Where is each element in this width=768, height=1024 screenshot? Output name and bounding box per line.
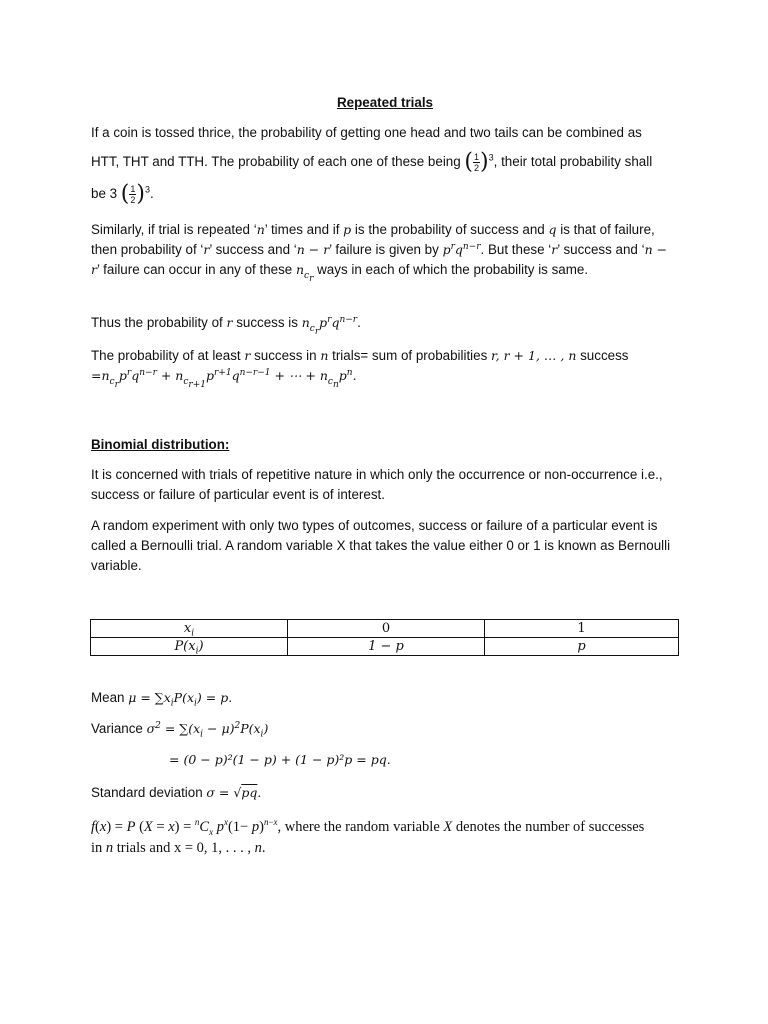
std-line: Standard deviation σ = √pq.	[91, 785, 262, 800]
paragraph-coin-line1	[91, 123, 679, 143]
bernoulli-table	[90, 619, 679, 656]
paragraph-coin-line3: be 3 ( $\frac{1}{2}$ )$^3$.	[91, 181, 154, 207]
text-run: denotes the number of successes	[455, 819, 645, 835]
text-run: is that of failure, then probability of ‘	[91, 222, 655, 257]
text-run: Mean	[91, 690, 125, 705]
paragraph-coin-line2	[91, 150, 679, 174]
paragraph-similarly: Similarly, if trial is repeated ‘n’ times and if p is the probability of success and q is that of failure, then probability of ‘r’ success and ‘n − r’ failure is given by $p^rq^{n-r}$. But these ‘r’ success and ‘n − r’ failure can occur in any of these $n_{c_r}$ ways in each of which the probability is same.	[91, 222, 668, 284]
variance-line: Variance $\sigma^2 = \sum(x_i - \mu)^2P(x_i)$	[91, 720, 269, 740]
pmf-paragraph: f(x) = P $(X = x) = ^nC_x$ $p^x(1- p)^{n-x}$, where the random variable X denotes the number of successes in n trials and x = 0, 1, . . . , n.	[91, 817, 645, 856]
text-run: is the probability of success and	[354, 222, 545, 237]
text-run: HTT, THT and TTH. The probability of each one of these being	[91, 154, 461, 169]
text-run: It is concerned with trials of repetitive nature in which only the occurrence or non-occurrence i.e., success or failure of particular event is of interest.	[91, 467, 663, 502]
text-run: in	[91, 840, 103, 856]
binomial-heading	[91, 435, 679, 455]
table-cell-label: $P(x_i)$	[91, 638, 288, 656]
text-run: .	[261, 840, 266, 856]
text-run: trials and x = 0, 1, . . . ,	[116, 840, 252, 856]
table-cell: 0	[288, 620, 485, 638]
fraction-power: ( $\frac{1}{2}$ )$^3$	[464, 149, 494, 175]
paragraph-thus: Thus the probability of r success is $n_{c_r}p^rq^{n-r}$.	[91, 314, 361, 337]
text-run: Similarly, if trial is repeated ‘	[91, 222, 257, 237]
exponent: 3	[145, 184, 151, 195]
text-run: Thus the probability of	[91, 315, 223, 330]
table-row	[91, 620, 679, 638]
table-cell: p	[485, 638, 679, 656]
table-cell-label: $x_i$	[91, 620, 288, 638]
table-cell: 1	[485, 620, 679, 638]
fraction-power: ( $\frac{1}{2}$ )$^3$	[120, 181, 151, 207]
text-run: If a coin is tossed thrice, the probability of getting one head and two tails can be combined as	[91, 125, 642, 140]
variance-line2	[169, 750, 679, 770]
text-run: ’ success and ‘	[209, 242, 297, 257]
text-run: ’ times and if	[264, 222, 340, 237]
paragraph-bernoulli	[91, 516, 679, 576]
text-run: be 3	[91, 186, 118, 201]
frac-den: 2	[474, 162, 480, 173]
repeated-trials-heading	[91, 93, 679, 113]
text-run: ’ failure is given by	[329, 242, 439, 257]
text-run: success is	[236, 315, 298, 330]
frac-den: 2	[130, 194, 136, 205]
text-run: success in	[254, 348, 317, 363]
frac-num: 1	[474, 151, 480, 162]
heading-text: Binomial distribution:	[91, 437, 230, 452]
text-run: success	[580, 348, 629, 363]
text-run: , their total probability shall	[493, 154, 653, 169]
text-run: A random experiment with only two types of outcomes, success or failure of a particular event is called a Bernoulli trial. A random variable X that takes the value either 0 or 1 is known as Bernoulli variable.	[91, 518, 671, 573]
text-run: trials= sum of probabilities	[332, 348, 488, 363]
heading-text: Repeated trials	[336, 95, 433, 110]
text-run: ’ success and ‘	[557, 242, 645, 257]
equation-text: = (0 − p)²(1 − p) + (1 − p)²p = pq.	[169, 752, 391, 767]
mean-line: Mean $\mu = \sum x_iP(x_i) = p$.	[91, 690, 233, 709]
text-run: ’ failure can occur in any of these	[96, 262, 293, 277]
table-row	[91, 638, 679, 656]
paragraph-repetitive	[91, 465, 679, 505]
text-run: Variance	[91, 721, 143, 736]
frac-num: 1	[130, 183, 136, 194]
text-run: , where the random variable	[277, 819, 440, 835]
text-run: Standard deviation	[91, 785, 203, 800]
text-run: ways in each of which the probability is same.	[317, 262, 589, 277]
table-cell: 1 − p	[288, 638, 485, 656]
text-run: The probability of at least	[91, 348, 241, 363]
exponent: 3	[488, 152, 494, 163]
paragraph-at-least: The probability of at least r success in n trials= sum of probabilities r, r + 1, … , n success $=n_{c_r}p^rq^{n-r} + n_{c_{r+1}}p^{r+1}q^{n-r-1}$ + ⋯ + $n_{c_n}p^n$.	[91, 348, 629, 390]
text-run: . But these ‘	[480, 242, 552, 257]
sequence-text: , r + 1, … , n	[495, 348, 577, 363]
